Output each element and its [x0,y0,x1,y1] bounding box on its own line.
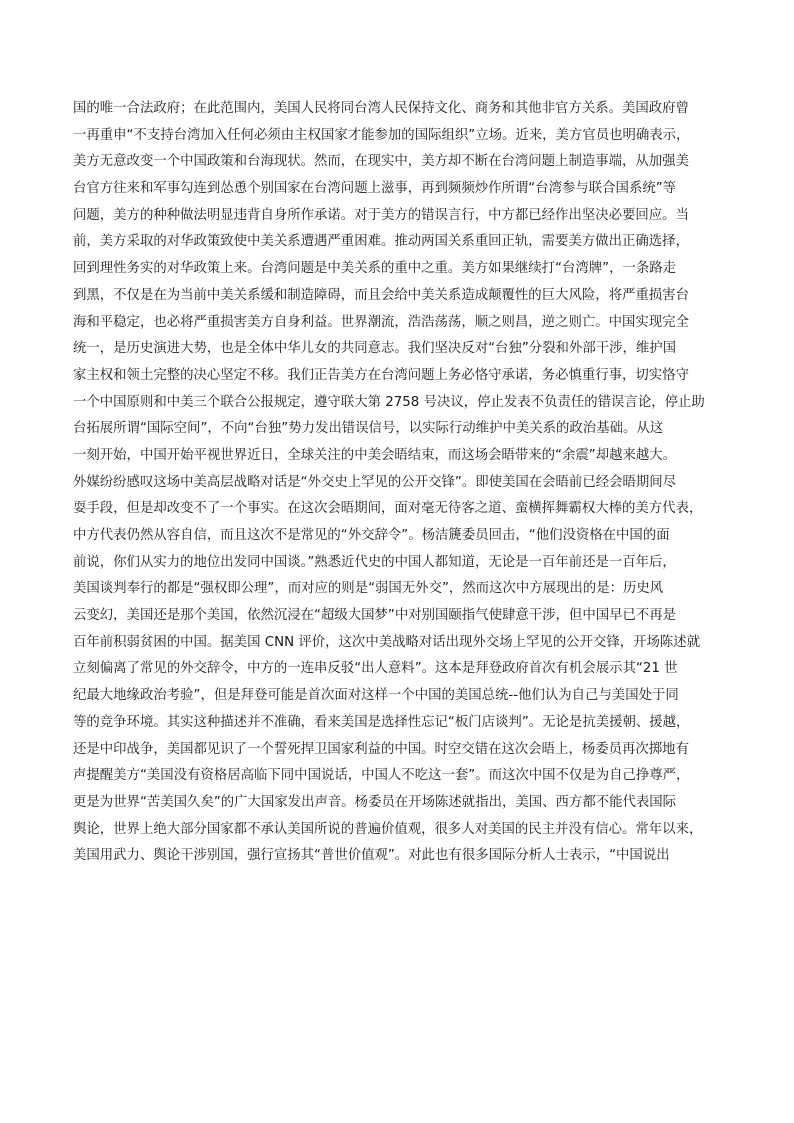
text-line: 美国谈判奉行的都是“强权即公理”，而对应的则是“弱国无外交”，然而这次中方展现出的是：历史风 [73,581,664,597]
text-line: 百年前积弱贫困的中国。据美国 CNN 评价，这次中美战略对话出现外交场上罕见的公开交锋，开场陈述就 [73,634,701,650]
text-line: 海和平稳定，也必将严重损害美方自身利益。世界潮流，浩浩荡荡，顺之则昌，逆之则亡。中国实现完全 [73,314,689,330]
text-line: 等的竞争环境。其实这种描述并不准确，看来美国是选择性忘记“板门店谈判”。无论是抗美援朝、援越， [73,714,690,730]
text-line: 美国用武力、舆论干涉别国，强行宣扬其“普世价值观”。对此也有很多国际分析人士表示，“中国说出 [73,848,670,864]
text-line: 耍手段，但是却改变不了一个事实。在这次会晤期间，面对毫无待客之道、蛮横挥舞霸权大棒的美方代表， [73,501,703,517]
text-line: 问题，美方的种种做法明显违背自身所作承诺。对于美方的错误言行，中方都已经作出坚决必要回应。当 [73,207,689,223]
text-line: 家主权和领土完整的决心坚定不移。我们正告美方在台湾问题上务必恪守承诺，务必慎重行事，切实恪守 [73,367,689,383]
text-line: 台拓展所谓“国际空间”，不向“台独”势力发出错误信号，以实际行动维护中美关系的政治基础。从这 [73,421,664,437]
text-line: 纪最大地缘政治考验”，但是拜登可能是首次面对这样一个中国的美国总统--他们认为自己与美国处于同 [73,688,679,704]
text-line: 外媒纷纷感叹这场中美高层战略对话是“外交史上罕见的公开交锋”。即使美国在会晤前已经会晤期间尽 [73,474,677,490]
text-line: 更是为世界“苦美国久矣”的广大国家发出声音。杨委员在开场陈述就指出，美国、西方都不能代表国际 [73,794,677,810]
text-line: 一刻开始，中国开始平视世界近日，全球关注的中美会晤结束，而这场会晤带来的“余震”却越来越大。 [73,447,677,463]
text-line: 统一，是历史演进大势，也是全体中华儿女的共同意志。我们坚决反对“台独”分裂和外部干涉，维护国 [73,341,677,357]
text-line: 还是中印战争，美国都见识了一个誓死捍卫国家利益的中国。时空交错在这次会晤上，杨委员再次掷地有 [73,741,689,757]
text-line: 台官方往来和军事勾连到怂恿个别国家在台湾问题上滋事，再到频频炒作所谓“台湾参与联合国系统”等 [73,181,677,197]
text-line: 立刻偏离了常见的外交辞令，中方的一连串反驳“出人意料”。这本是拜登政府首次有机会展示其“21 世 [73,661,678,677]
text-line: 一再重申“不支持台湾加入任何必须由主权国家才能参加的国际组织”立场。近来，美方官员也明确表示， [73,127,690,143]
text-line: 舆论，世界上绝大部分国家都不承认美国所说的普遍价值观，很多人对美国的民主并没有信心。常年以来， [73,821,703,837]
text-line: 前说，你们从实力的地位出发同中国谈。”熟悉近代史的中国人都知道，无论是一百年前还是一百年后， [73,554,676,570]
body-text [73,96,733,870]
text-line: 到黑，不仅是在为当前中美关系缓和制造障碍，而且会给中美关系造成颠覆性的巨大风险，将严重损害台 [73,287,689,303]
text-line: 云变幻，美国还是那个美国，依然沉浸在“超级大国梦”中对别国颐指气使肆意干涉，但中国早已不再是 [73,608,677,624]
text-line: 前，美方采取的对华政策致使中美关系遭遇严重困难。推动两国关系重回正轨，需要美方做出正确选择， [73,234,689,250]
text-line: 一个中国原则和中美三个联合公报规定，遵守联大第 2758 号决议，停止发表不负责任的错误言论，停止助 [73,394,705,410]
text-line: 中方代表仍然从容自信，而且这次不是常见的“外交辞令”。杨洁篪委员回击，“他们没资格在中国的面 [73,528,670,543]
text-line: 国的唯一合法政府；在此范围内，美国人民将同台湾人民保持文化、商务和其他非官方关系。美国政府曾 [73,101,689,116]
text-line: 声提醒美方“美国没有资格居高临下同中国说话，中国人不吃这一套”。而这次中国不仅是为自己挣尊严， [73,768,690,784]
text-line: 美方无意改变一个中国政策和台海现状。然而，在现实中，美方却不断在台湾问题上制造事端，从加强美 [73,154,689,170]
text-line: 回到理性务实的对华政策上来。台湾问题是中美关系的重中之重。美方如果继续打“台湾牌”，一条路走 [73,261,677,277]
